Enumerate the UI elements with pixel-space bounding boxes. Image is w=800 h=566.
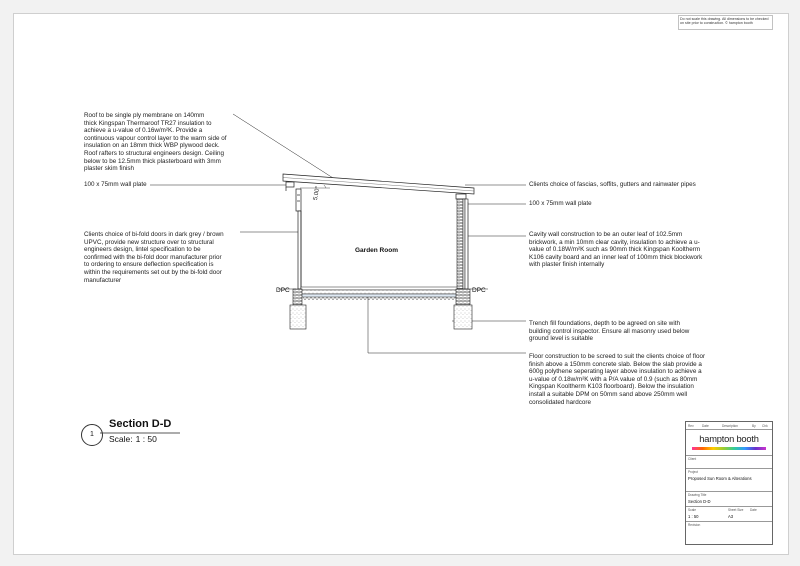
dpc-left-label: DPC bbox=[276, 287, 290, 294]
roof-note: Roof to be single ply membrane on 140mm thick Kingspan Thermaroof TR27 insulation to achieve a u-value of 0.16w/m²K. Provide a continuous vapour control layer to the warm side of insulation on an 18mm thick WBP plywood deck. Roof rafters to structural engineers design. Ceiling below to be 12.5mm thick plasterboard with 3mm plaster skim finish bbox=[84, 112, 227, 173]
rev-header-rev: Rev bbox=[688, 424, 694, 428]
brand-color-bar bbox=[692, 447, 766, 450]
floor-slab bbox=[301, 287, 457, 300]
section-scale: Scale: 1 : 50 bbox=[109, 434, 157, 444]
drawing-title-value: Section D-D bbox=[688, 499, 711, 504]
bifold-door-note: Clients choice of bi-fold doors in dark grey / brown UPVC, provide new structure over to structural engineers design, lintel specification to be confirmed with the bi-fold door manufacturer prior to ordering to ensure deflection specification is within the requirements set out by the bi-fold door manufacturer bbox=[84, 231, 224, 284]
scale-label: Scale bbox=[688, 508, 696, 512]
fascias-note: Clients choice of fascias, soffits, gutters and rainwater pipes bbox=[529, 181, 696, 188]
scale-value: 1 : 50 bbox=[688, 514, 699, 519]
project-value: Proposed Sun Room & Alterations bbox=[688, 476, 752, 481]
wall-plate-left-note: 100 x 75mm wall plate bbox=[84, 181, 147, 188]
room-label: Garden Room bbox=[355, 247, 398, 254]
drawing-title-label: Drawing Title bbox=[688, 493, 707, 497]
revision-label: Revision bbox=[688, 523, 701, 527]
dpc-right-label: DPC bbox=[472, 287, 486, 294]
cavity-wall-note: Cavity wall construction to be an outer leaf of 102.5mm brickwork, a min 10mm clear cavity, insulation to achieve a u- value of 0.18W/m²K such as 90mm thick Kingspan Kooltherm K106 cavity board and an inner leaf of 100mm thick blockwork with plaster finish internally bbox=[529, 231, 703, 269]
rev-header-by: By bbox=[752, 424, 756, 428]
title-block-divider bbox=[686, 468, 772, 469]
rev-header-description: Description bbox=[722, 424, 738, 428]
sheet-size-value: A3 bbox=[728, 514, 734, 519]
title-block-divider bbox=[686, 455, 772, 456]
brand-logo: hampton booth bbox=[699, 434, 759, 444]
rev-header-date: Date bbox=[702, 424, 709, 428]
section-title: Section D-D bbox=[109, 418, 172, 430]
wall-plate-right-note: 100 x 75mm wall plate bbox=[529, 200, 592, 207]
pitch-label: 5.00° bbox=[312, 185, 322, 201]
project-label: Project bbox=[688, 470, 698, 474]
header-disclaimer: Do not scale this drawing. All dimensions to be checked on site prior to construction. © hampton booth bbox=[680, 17, 769, 26]
rev-header-chk: Chk bbox=[762, 424, 768, 428]
title-block-divider bbox=[686, 429, 772, 430]
client-label: Client bbox=[688, 457, 697, 461]
foundations-note: Trench fill foundations, depth to be agreed on site with building control inspector. Ensure all masonry used below ground level is suitable bbox=[529, 320, 690, 343]
title-block-divider bbox=[686, 521, 772, 522]
roof bbox=[283, 174, 474, 199]
title-block-divider bbox=[686, 491, 772, 492]
sheet-size-label: Sheet Size bbox=[728, 508, 744, 512]
floor-note: Floor construction to be screed to suit the clients choice of floor finish above a 150mm concrete slab. Below the slab provide a 600g polythene seperating layer above insulation to achieve a u-value of 0.18w/m²K with a P/A value of 0.9 (such as 80mm Kingspan Kooltherm K103 floorboard). Below the insulation install a suitable DPM on 50mm sand above 250mm well consolidated hardcore bbox=[529, 353, 706, 406]
cavity-wall bbox=[457, 199, 468, 289]
title-block bbox=[685, 421, 773, 545]
section-number-bubble: 1 bbox=[81, 424, 103, 446]
bifold-door-frame bbox=[296, 189, 301, 289]
date-label: Date bbox=[750, 508, 757, 512]
title-block-divider bbox=[686, 506, 772, 507]
